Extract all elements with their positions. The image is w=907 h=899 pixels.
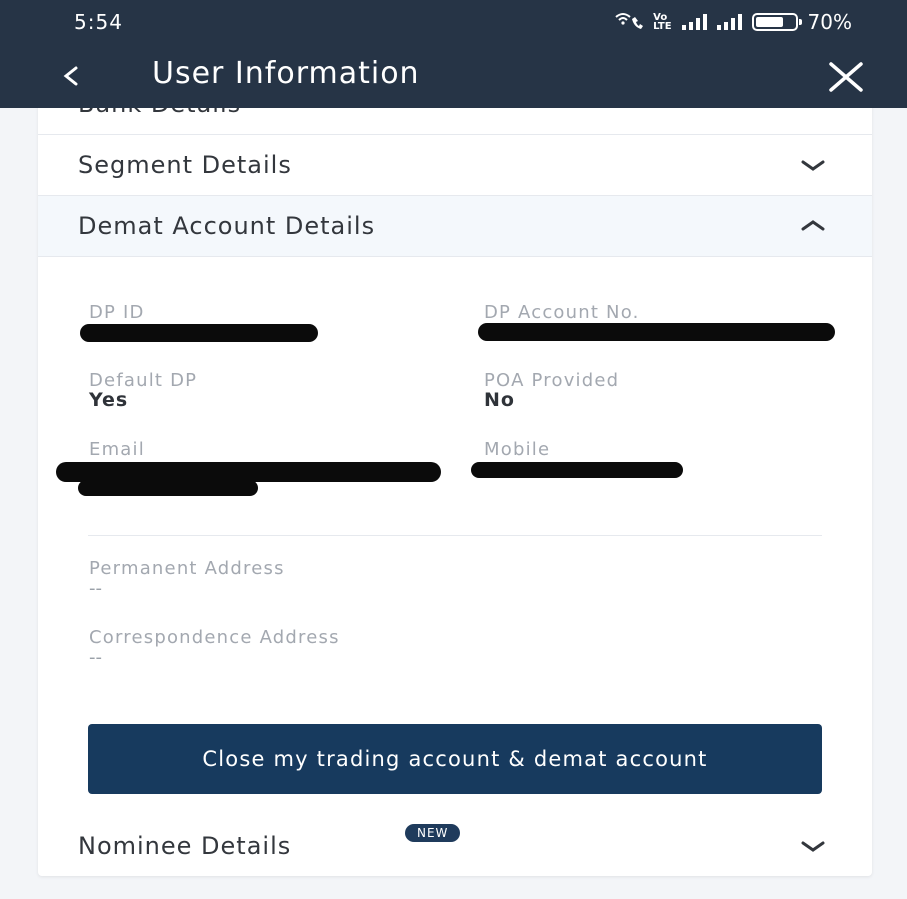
- dp-account-no-label: DP Account No.: [484, 302, 640, 323]
- default-dp-value: Yes: [89, 389, 129, 411]
- chevron-left-icon: [58, 58, 86, 94]
- battery-icon: [752, 13, 798, 31]
- correspondence-address-label: Correspondence Address: [89, 627, 340, 648]
- status-time: 5:54: [74, 10, 123, 34]
- status-icons: [613, 10, 852, 34]
- signal-icon: [717, 14, 742, 30]
- close-icon: [827, 60, 867, 96]
- chevron-down-icon: [798, 834, 828, 858]
- poa-provided-value: No: [484, 389, 515, 411]
- user-info-card: [38, 90, 872, 876]
- permanent-address-label: Permanent Address: [89, 558, 285, 579]
- mobile-label: Mobile: [484, 439, 551, 460]
- segment-details-label: Segment Details: [78, 151, 292, 179]
- signal-icon: [682, 14, 707, 30]
- demat-account-details-row[interactable]: [38, 196, 872, 256]
- chevron-down-icon: [798, 153, 828, 177]
- mobile-redacted: [471, 462, 683, 478]
- correspondence-address-value: --: [89, 647, 102, 668]
- demat-account-details-label: Demat Account Details: [78, 212, 376, 240]
- email-redacted: [56, 462, 441, 482]
- email-label: Email: [89, 439, 145, 460]
- page-title: User Information: [152, 56, 420, 91]
- battery-percent: 70%: [807, 10, 852, 34]
- poa-provided-label: POA Provided: [484, 370, 620, 391]
- divider: [38, 256, 872, 257]
- permanent-address-value: --: [89, 578, 102, 599]
- wifi-calling-icon: [613, 11, 643, 33]
- back-button[interactable]: [58, 58, 90, 94]
- email-redacted: [78, 480, 258, 496]
- nominee-details-label: Nominee Details: [78, 832, 292, 860]
- divider: [88, 535, 822, 536]
- app-header: [0, 0, 907, 108]
- volte-line-2: LTE: [653, 21, 672, 32]
- battery-fill: [756, 17, 783, 27]
- dp-account-no-redacted: [478, 323, 835, 341]
- default-dp-label: Default DP: [89, 370, 198, 391]
- chevron-up-icon: [798, 214, 828, 238]
- new-badge: NEW: [405, 824, 460, 842]
- volte-line-1: Vo: [653, 12, 668, 23]
- close-account-button[interactable]: Close my trading account & demat account: [88, 724, 822, 794]
- volte-icon: [653, 13, 671, 31]
- close-button[interactable]: [827, 60, 867, 96]
- dp-id-redacted: [80, 324, 318, 342]
- segment-details-row[interactable]: [38, 135, 872, 195]
- dp-id-label: DP ID: [89, 302, 145, 323]
